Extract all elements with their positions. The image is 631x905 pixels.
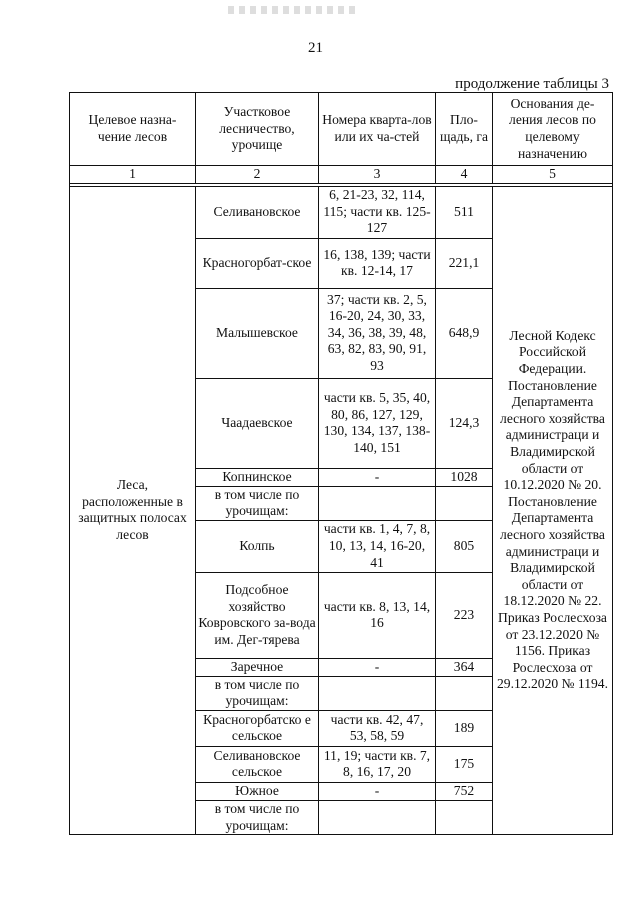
quarters-cell: части кв. 1, 4, 7, 8, 10, 13, 14, 16-20, 41 bbox=[319, 520, 436, 572]
forestry-cell: Заречное bbox=[196, 658, 319, 676]
quarters-cell bbox=[319, 486, 436, 520]
area-cell: 175 bbox=[436, 746, 493, 782]
forestry-cell: Красногорбатско е сельское bbox=[196, 710, 319, 746]
area-cell bbox=[436, 800, 493, 834]
forestry-cell: в том числе по урочищам: bbox=[196, 486, 319, 520]
basis-cell: Лесной Кодекс Российской Федерации. Постановление Департамента лесного хозяйства администраци и Владимирской области от 10.12.2020 № 20. Постановление Департамента лесного хозяйства администраци и Владимирской области от 18.12.2020 № 22. Приказ Рослесхоза от 23.12.2020 № 1156. Приказ Рослесхоза от 29.12.2020 № 1194. bbox=[493, 186, 613, 835]
table-row bbox=[70, 186, 613, 238]
header-forestry: Участковое лесничество, урочище bbox=[196, 93, 319, 166]
forestry-cell: Колпь bbox=[196, 520, 319, 572]
forestry-cell: в том числе по урочищам: bbox=[196, 676, 319, 710]
area-cell bbox=[436, 486, 493, 520]
forestry-cell: Копнинское bbox=[196, 468, 319, 486]
area-cell: 124,3 bbox=[436, 378, 493, 468]
page-number: 21 bbox=[308, 40, 323, 56]
area-cell bbox=[436, 676, 493, 710]
table-header-row bbox=[70, 93, 613, 166]
forestry-cell: Селивановское сельское bbox=[196, 746, 319, 782]
area-cell: 189 bbox=[436, 710, 493, 746]
area-cell: 364 bbox=[436, 658, 493, 676]
header-quarters: Номера кварта-лов или их ча-стей bbox=[319, 93, 436, 166]
area-cell: 221,1 bbox=[436, 238, 493, 288]
area-cell: 1028 bbox=[436, 468, 493, 486]
area-cell: 752 bbox=[436, 782, 493, 800]
forestry-cell: Малышевское bbox=[196, 288, 319, 378]
forest-purpose-table bbox=[69, 92, 613, 835]
forestry-cell: Чаадаевское bbox=[196, 378, 319, 468]
quarters-cell: части кв. 42, 47, 53, 58, 59 bbox=[319, 710, 436, 746]
scan-artifact bbox=[228, 6, 358, 14]
quarters-cell bbox=[319, 800, 436, 834]
header-basis: Основания де-ления лесов по целевому назначению bbox=[493, 93, 613, 166]
forestry-cell: Подсобное хозяйство Ковровского за-вода им. Дег-тярева bbox=[196, 572, 319, 658]
quarters-cell: - bbox=[319, 658, 436, 676]
area-cell: 648,9 bbox=[436, 288, 493, 378]
area-cell: 223 bbox=[436, 572, 493, 658]
column-number: 1 bbox=[70, 166, 196, 184]
quarters-cell: - bbox=[319, 782, 436, 800]
column-number: 4 bbox=[436, 166, 493, 184]
header-purpose: Целевое назна-чение лесов bbox=[70, 93, 196, 166]
quarters-cell: - bbox=[319, 468, 436, 486]
quarters-cell: части кв. 8, 13, 14, 16 bbox=[319, 572, 436, 658]
quarters-cell: 16, 138, 139; части кв. 12-14, 17 bbox=[319, 238, 436, 288]
header-area: Пло-щадь, га bbox=[436, 93, 493, 166]
table-continuation-label: продолжение таблицы 3 bbox=[455, 76, 609, 92]
column-number: 3 bbox=[319, 166, 436, 184]
quarters-cell: 6, 21-23, 32, 114, 115; части кв. 125-127 bbox=[319, 186, 436, 238]
forestry-cell: Селивановское bbox=[196, 186, 319, 238]
area-cell: 805 bbox=[436, 520, 493, 572]
column-number: 5 bbox=[493, 166, 613, 184]
quarters-cell bbox=[319, 676, 436, 710]
forestry-cell: Южное bbox=[196, 782, 319, 800]
purpose-cell: Леса, расположенные в защитных полосах лесов bbox=[70, 186, 196, 835]
forestry-cell: в том числе по урочищам: bbox=[196, 800, 319, 834]
column-number-row bbox=[70, 166, 613, 184]
area-cell: 511 bbox=[436, 186, 493, 238]
column-number: 2 bbox=[196, 166, 319, 184]
quarters-cell: 37; части кв. 2, 5, 16-20, 24, 30, 33, 34, 36, 38, 39, 48, 63, 82, 83, 90, 91, 93 bbox=[319, 288, 436, 378]
quarters-cell: 11, 19; части кв. 7, 8, 16, 17, 20 bbox=[319, 746, 436, 782]
quarters-cell: части кв. 5, 35, 40, 80, 86, 127, 129, 130, 134, 137, 138-140, 151 bbox=[319, 378, 436, 468]
forestry-cell: Красногорбат-ское bbox=[196, 238, 319, 288]
